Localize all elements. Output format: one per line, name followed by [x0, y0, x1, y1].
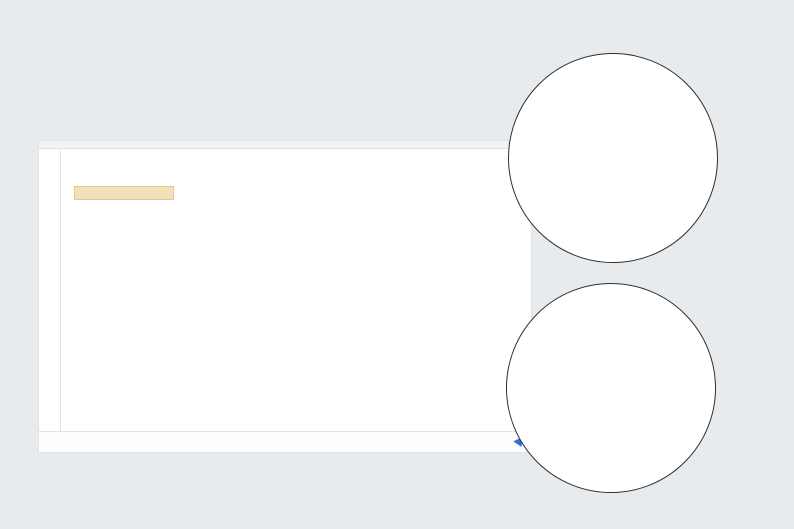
month-selector-dropdown[interactable]	[74, 186, 174, 200]
callout-quick-setup	[508, 53, 718, 263]
row-number-column	[39, 149, 61, 432]
spreadsheet-window	[38, 140, 532, 453]
sheet-topbar	[39, 141, 531, 149]
callout-automatic-calculations	[506, 283, 716, 493]
sheet-tab-bar	[39, 431, 531, 452]
income-expenses-chart	[237, 169, 367, 259]
